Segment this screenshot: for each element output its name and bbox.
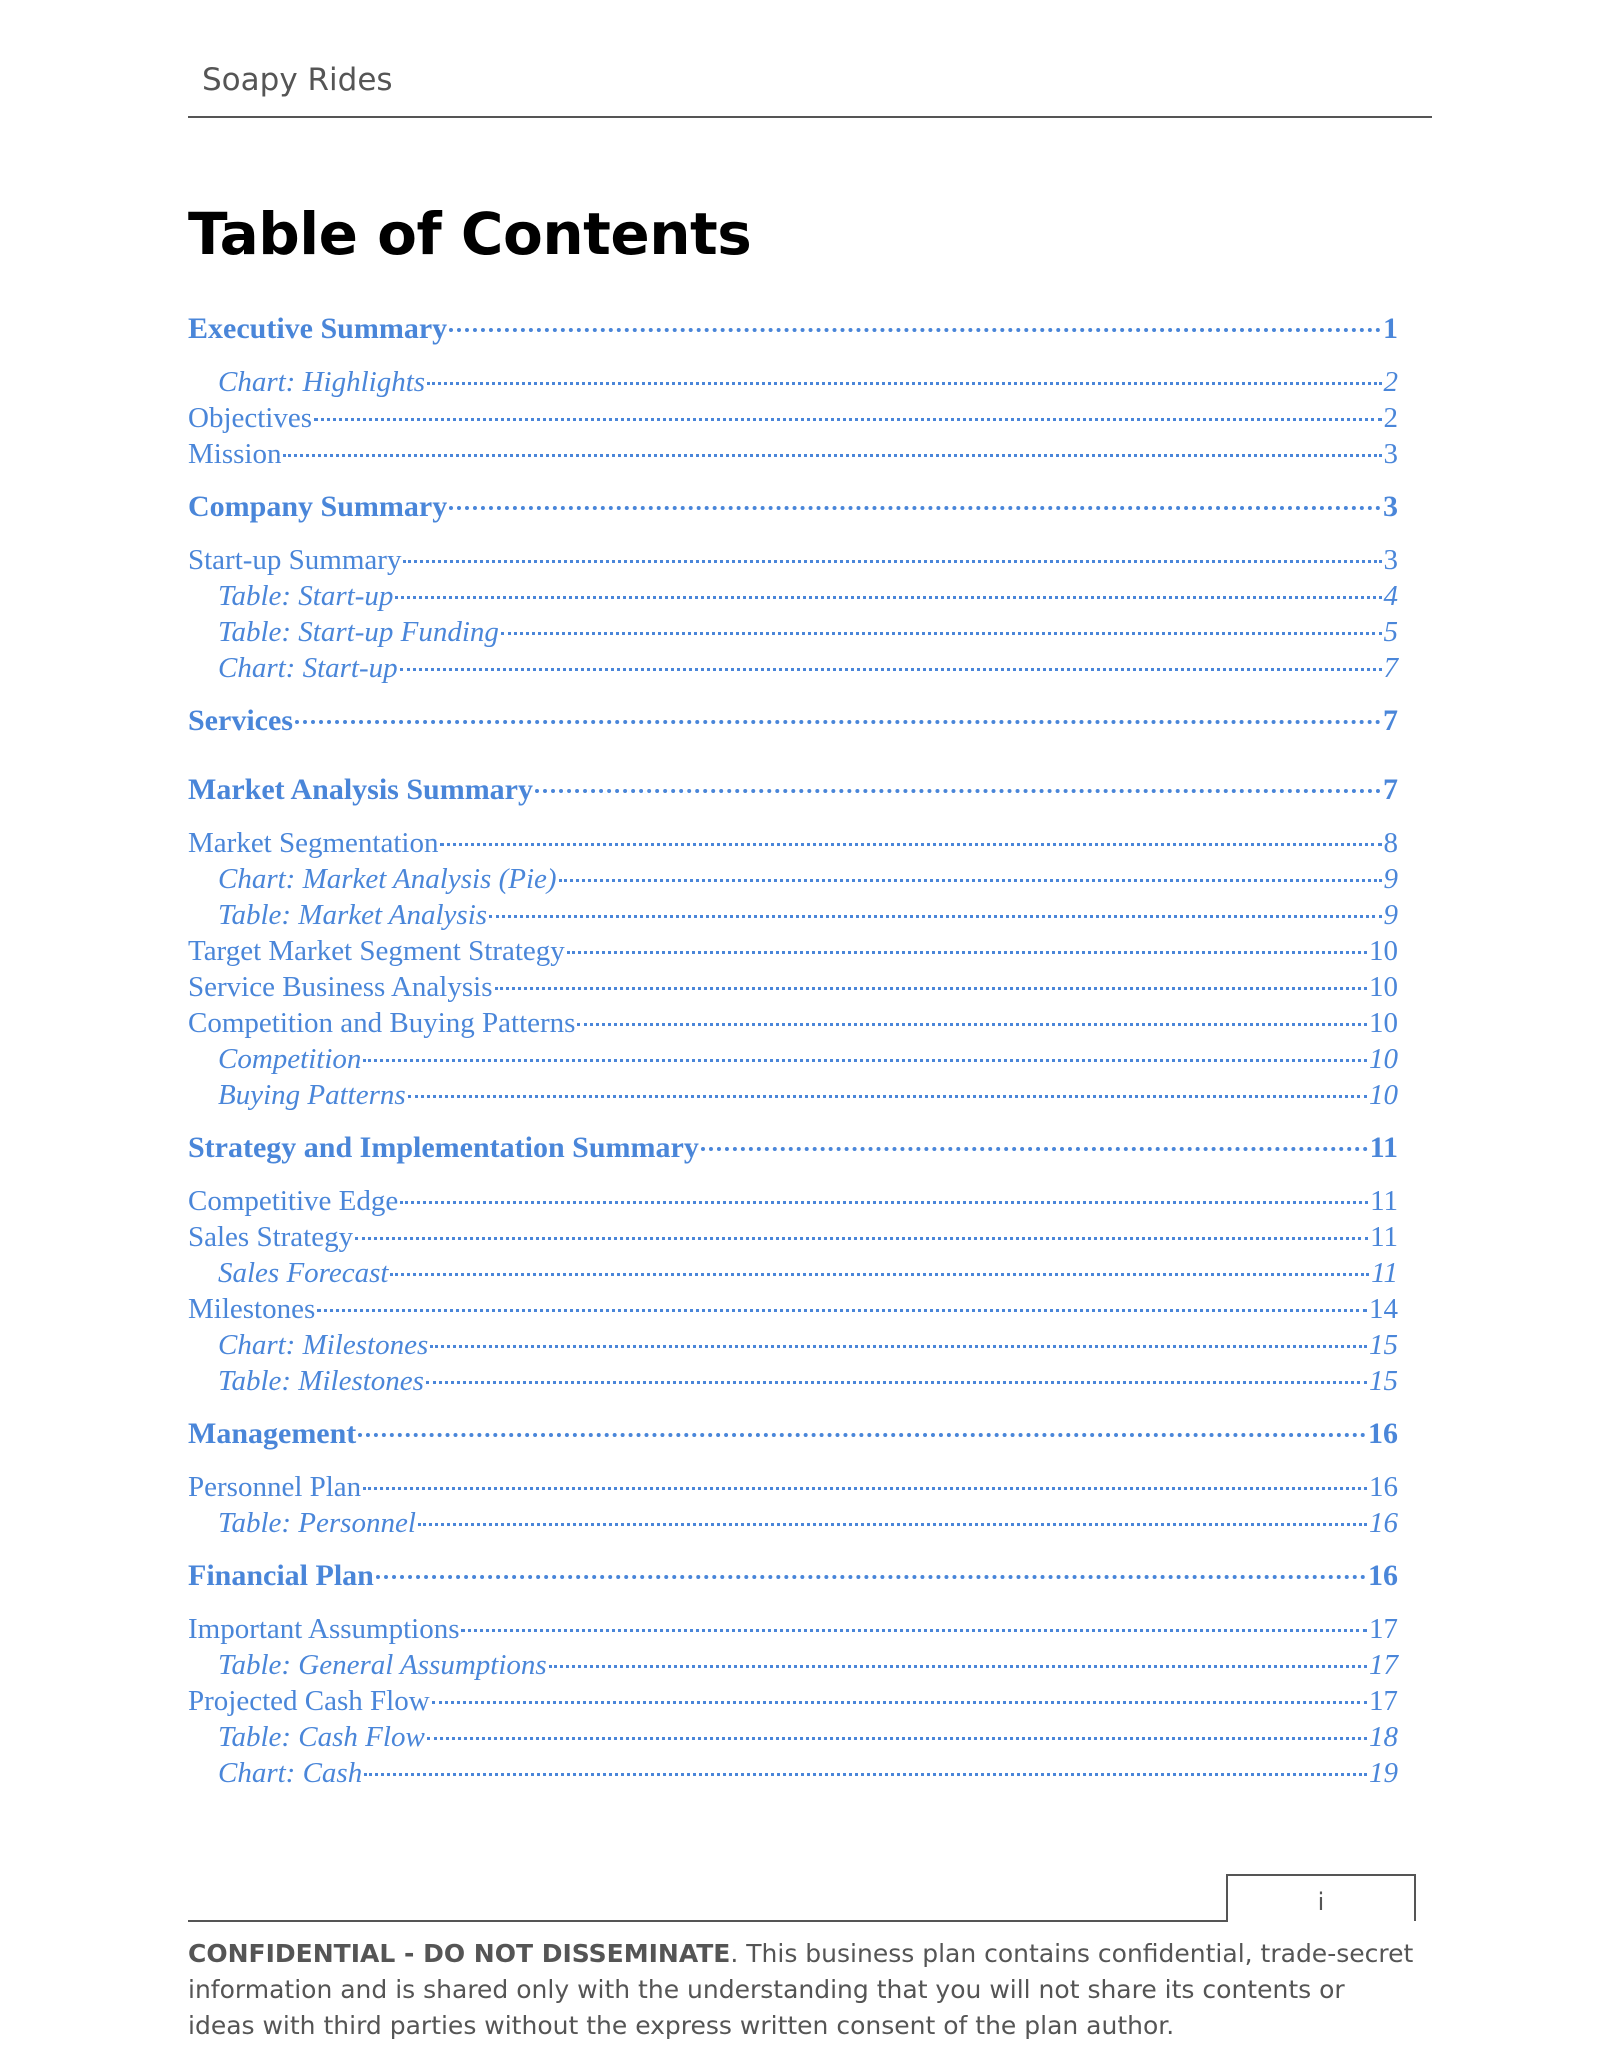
- toc-entry-title: Projected Cash Flow: [188, 1685, 430, 1717]
- toc-entry[interactable]: [188, 1291, 1398, 1327]
- toc-dot-leader: [461, 1629, 1367, 1632]
- toc-entry-page: 3: [1383, 490, 1398, 523]
- confidentiality-notice: [188, 1936, 1418, 2044]
- toc-entry[interactable]: [188, 772, 1398, 808]
- toc-entry-title: Table: Start-up Funding: [218, 616, 499, 648]
- toc-entry-page: 9: [1383, 899, 1398, 931]
- toc-entry-page: 16: [1369, 1507, 1398, 1539]
- toc-dot-leader: [358, 1433, 1366, 1437]
- toc-entry-page: 15: [1369, 1365, 1398, 1397]
- toc-entry-page: 11: [1370, 1185, 1398, 1217]
- toc-entry-page: 16: [1368, 1417, 1398, 1450]
- toc-dot-leader: [430, 1345, 1367, 1348]
- toc-dot-leader: [549, 1665, 1367, 1668]
- confidential-label: CONFIDENTIAL - DO NOT DISSEMINATE: [188, 1939, 731, 1968]
- toc-entry[interactable]: [188, 1183, 1398, 1219]
- toc-entry-title: Market Analysis Summary: [188, 773, 533, 806]
- toc-dot-leader: [432, 1701, 1367, 1704]
- toc-entry[interactable]: [218, 1077, 1398, 1113]
- toc-entry-title: Financial Plan: [188, 1559, 374, 1592]
- toc-entry-page: 11: [1369, 1131, 1398, 1164]
- toc-entry-title: Table: Market Analysis: [218, 899, 488, 931]
- toc-dot-leader: [440, 843, 1381, 846]
- toc-dot-leader: [283, 454, 1381, 457]
- toc-entry[interactable]: [188, 311, 1398, 347]
- toc-entry[interactable]: [218, 1647, 1398, 1683]
- toc-entry-page: 10: [1369, 1079, 1398, 1111]
- toc-dot-leader: [449, 328, 1381, 332]
- toc-entry-title: Competitive Edge: [188, 1185, 399, 1217]
- toc-entry-title: Table: Start-up: [218, 580, 394, 612]
- toc-entry-page: 9: [1383, 863, 1398, 895]
- toc-dot-leader: [427, 382, 1381, 385]
- toc-entry[interactable]: [188, 1416, 1398, 1452]
- toc-entry-page: 4: [1383, 580, 1398, 612]
- toc-entry-page: 10: [1369, 1007, 1398, 1039]
- toc-entry-title: Service Business Analysis: [188, 971, 493, 1003]
- toc-entry-page: 2: [1383, 366, 1398, 398]
- toc-dot-leader: [427, 1737, 1367, 1740]
- toc-entry-page: 16: [1369, 1471, 1398, 1503]
- toc-entry-title: Table: General Assumptions: [218, 1649, 547, 1681]
- toc-entry[interactable]: [188, 542, 1398, 578]
- toc-entry-page: 7: [1383, 773, 1398, 806]
- toc-entry[interactable]: [188, 1219, 1398, 1255]
- page-number-box: [1226, 1874, 1416, 1921]
- toc-entry[interactable]: [188, 400, 1398, 436]
- toc-entry-page: 17: [1369, 1685, 1398, 1717]
- toc-entry-title: Milestones: [188, 1293, 316, 1325]
- toc-entry-title: Target Market Segment Strategy: [188, 935, 565, 967]
- toc-dot-leader: [395, 596, 1381, 599]
- toc-dot-leader: [403, 560, 1381, 563]
- toc-entry-title: Important Assumptions: [188, 1613, 460, 1645]
- toc-entry-title: Executive Summary: [188, 312, 448, 345]
- toc-entry[interactable]: [218, 1255, 1398, 1291]
- toc-dot-leader: [355, 1237, 1368, 1240]
- toc-dot-leader: [364, 1773, 1367, 1776]
- toc-entry[interactable]: [218, 1755, 1398, 1791]
- toc-entry[interactable]: [188, 933, 1398, 969]
- toc-entry-page: 11: [1370, 1221, 1398, 1253]
- toc-entry-title: Chart: Market Analysis (Pie): [218, 863, 557, 895]
- toc-entry[interactable]: [188, 1558, 1398, 1594]
- toc-dot-leader: [489, 915, 1381, 918]
- toc-entry-page: 7: [1383, 704, 1398, 737]
- toc-dot-leader: [567, 951, 1367, 954]
- toc-entry-title: Sales Strategy: [188, 1221, 354, 1253]
- toc-dot-leader: [559, 879, 1382, 882]
- toc-entry-page: 17: [1369, 1649, 1398, 1681]
- toc-entry[interactable]: [218, 614, 1398, 650]
- toc-entry-title: Chart: Cash: [218, 1757, 363, 1789]
- toc-entry-page: 3: [1383, 544, 1398, 576]
- toc-entry-title: Competition and Buying Patterns: [188, 1007, 576, 1039]
- toc-entry[interactable]: [218, 861, 1398, 897]
- toc-entry[interactable]: [188, 969, 1398, 1005]
- toc-entry-page: 1: [1383, 312, 1398, 345]
- toc-entry[interactable]: [188, 1005, 1398, 1041]
- toc-dot-leader: [363, 1487, 1367, 1490]
- toc-entry[interactable]: [218, 1363, 1398, 1399]
- toc-entry-title: Strategy and Implementation Summary: [188, 1131, 699, 1164]
- toc-entry[interactable]: [188, 1683, 1398, 1719]
- toc-dot-leader: [535, 789, 1381, 793]
- toc-dot-leader: [376, 1575, 1366, 1579]
- toc-entry-title: Personnel Plan: [188, 1471, 362, 1503]
- page-number: i: [1317, 1888, 1325, 1916]
- toc-entry[interactable]: [188, 436, 1398, 472]
- toc-entry[interactable]: [188, 825, 1398, 861]
- toc-entry-title: Table: Personnel: [218, 1507, 416, 1539]
- toc-entry-title: Chart: Highlights: [218, 366, 426, 398]
- toc-entry-title: Company Summary: [188, 490, 448, 523]
- toc-entry[interactable]: [188, 489, 1398, 525]
- toc-entry-page: 18: [1369, 1721, 1398, 1753]
- toc-entry-page: 2: [1383, 402, 1398, 434]
- toc-dot-leader: [400, 668, 1382, 671]
- toc-entry-page: 7: [1383, 652, 1398, 684]
- toc-entry-page: 10: [1369, 1043, 1398, 1075]
- toc-entry-title: Market Segmentation: [188, 827, 439, 859]
- toc-entry-title: Buying Patterns: [218, 1079, 406, 1111]
- toc-dot-leader: [295, 720, 1381, 724]
- toc-entry-page: 14: [1369, 1293, 1398, 1325]
- toc-dot-leader: [408, 1095, 1367, 1098]
- toc-entry-title: Management: [188, 1417, 357, 1450]
- toc-dot-leader: [400, 1201, 1368, 1204]
- toc-entry-page: 15: [1369, 1329, 1398, 1361]
- toc-entry-title: Chart: Milestones: [218, 1329, 429, 1361]
- toc-entry-page: 3: [1383, 438, 1398, 470]
- toc-dot-leader: [314, 418, 1381, 421]
- header-title: Soapy Rides: [202, 62, 393, 98]
- toc-entry[interactable]: [218, 578, 1398, 614]
- toc-entry-title: Services: [188, 704, 293, 737]
- confidential-text: . This business plan contains confidential, trade-secret information and is shared only with the understanding that you will not share its contents or ideas with third parties without the express written consent of the plan author.: [188, 1939, 1414, 2040]
- toc-dot-leader: [363, 1059, 1367, 1062]
- toc-entry[interactable]: [188, 703, 1398, 739]
- toc-entry-page: 10: [1369, 971, 1398, 1003]
- toc-dot-leader: [390, 1273, 1369, 1276]
- toc-dot-leader: [577, 1023, 1367, 1026]
- footer-divider: [188, 1920, 1228, 1922]
- toc-entry-page: 19: [1369, 1757, 1398, 1789]
- toc-dot-leader: [418, 1523, 1367, 1526]
- toc-dot-leader: [317, 1309, 1367, 1312]
- toc-dot-leader: [701, 1147, 1368, 1151]
- toc-entry[interactable]: [218, 1041, 1398, 1077]
- toc-dot-leader: [449, 506, 1381, 510]
- toc-entry[interactable]: [188, 1469, 1398, 1505]
- toc-entry-page: 5: [1383, 616, 1398, 648]
- toc-entry[interactable]: [188, 1611, 1398, 1647]
- toc-entry[interactable]: [218, 1505, 1398, 1541]
- toc-entry-title: Sales Forecast: [218, 1257, 389, 1289]
- toc-dot-leader: [426, 1381, 1367, 1384]
- toc-entry-title: Table: Milestones: [218, 1365, 424, 1397]
- toc-entry-title: Chart: Start-up: [218, 652, 398, 684]
- toc-entry-page: 11: [1371, 1257, 1398, 1289]
- toc-entry-page: 16: [1368, 1559, 1398, 1592]
- toc-entry-page: 10: [1369, 935, 1398, 967]
- toc-entry-title: Table: Cash Flow: [218, 1721, 425, 1753]
- toc-entry[interactable]: [218, 1327, 1398, 1363]
- toc-entry-page: 17: [1369, 1613, 1398, 1645]
- toc-entry-title: Start-up Summary: [188, 544, 402, 576]
- toc-dot-leader: [501, 632, 1382, 635]
- toc-entry[interactable]: [188, 1130, 1398, 1166]
- toc-entry-title: Objectives: [188, 402, 313, 434]
- page-title: Table of Contents: [188, 200, 752, 268]
- toc-entry[interactable]: [218, 650, 1398, 686]
- toc-entry-page: 8: [1383, 827, 1398, 859]
- toc-entry-title: Mission: [188, 438, 282, 470]
- toc-entry[interactable]: [218, 1719, 1398, 1755]
- toc-entry-title: Competition: [218, 1043, 362, 1075]
- toc-entry[interactable]: [218, 364, 1398, 400]
- toc-dot-leader: [495, 987, 1368, 990]
- toc-entry[interactable]: [218, 897, 1398, 933]
